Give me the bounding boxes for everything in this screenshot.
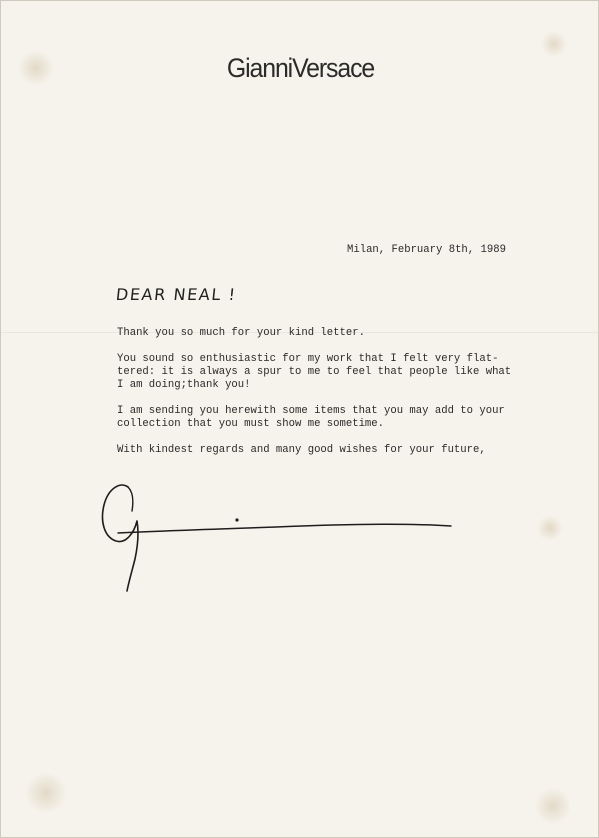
paragraph: You sound so enthusiastic for my work that I felt very flat- tered: it is always a spur to me to feel that people like what I am doing;thank you! <box>117 353 512 391</box>
paragraph: I am sending you herewith some items that you may add to your collection that you must show me sometime. <box>117 405 505 430</box>
dateline: Milan, February 8th, 1989 <box>347 244 506 256</box>
letterhead-logo: GianniVersace <box>226 53 375 83</box>
age-stain <box>536 786 570 826</box>
paragraph: With kindest regards and many good wishes for your future, <box>117 444 486 456</box>
signature <box>96 471 466 601</box>
letter-body <box>117 327 537 470</box>
handwritten-salutation: DEAR NEAL ! <box>115 285 238 304</box>
age-stain <box>536 516 564 540</box>
age-stain <box>26 771 66 815</box>
paragraph: Thank you so much for your kind letter. <box>117 327 365 339</box>
